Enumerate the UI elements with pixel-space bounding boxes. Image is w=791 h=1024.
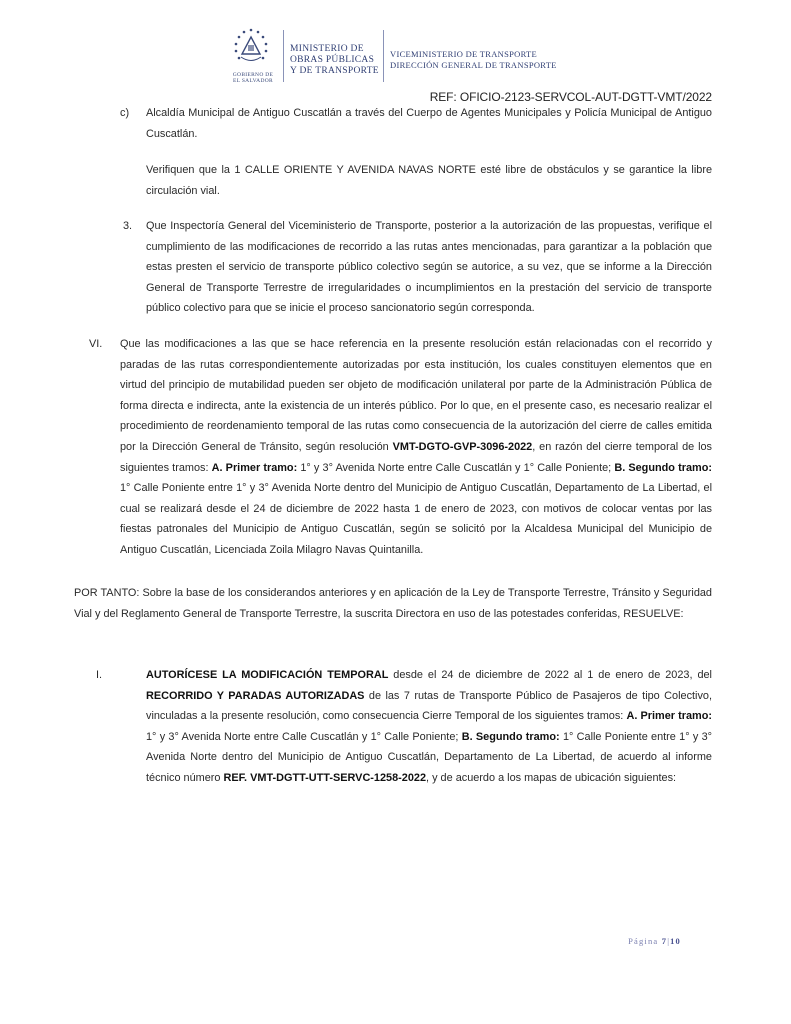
i-text-c: 1° y 3° Avenida Norte entre Calle Cuscatlán y 1° Calle Poniente; bbox=[146, 730, 462, 743]
page-number bbox=[628, 936, 681, 946]
vi-text-a: Que las modificaciones a las que se hace referencia en la presente resolución están relacionadas con el recorrido y paradas de las rutas correspondientemente autorizadas por esta institución, los cuales constituyen elementos que en virtud del principio de mutabilidad pueden ser objeto de modificación unilateral por parte de la Administración Pública de forma directa e indirecta, ante la existencia de un interés público. Por lo que, en el presente caso, es necesario realizar el procedimiento de reordenamiento temporal de las rutas como consecuencia de la autorización del cierre de calles emitida por la Dirección General de Tránsito, según resolución bbox=[120, 338, 712, 453]
i-second-segment-label: B. Segundo tramo: bbox=[461, 730, 560, 743]
ministry-name bbox=[290, 44, 379, 77]
letterhead bbox=[0, 0, 791, 104]
i-text-b: de las 7 rutas de Transporte Público de Pasajeros de tipo Colectivo, vinculadas a la presente resolución, como consecuencia Cierre Temporal de los siguientes tramos: bbox=[146, 689, 712, 723]
i-technical-report-number: REF. VMT-DGTT-UTT-SERVC-1258-2022 bbox=[223, 771, 427, 784]
seal-caption bbox=[224, 72, 282, 84]
item-i-marker: I. bbox=[96, 669, 103, 681]
national-seal-icon bbox=[231, 27, 271, 67]
i-route-heading: RECORRIDO Y PARADAS AUTORIZADAS bbox=[146, 689, 365, 702]
vi-text-d: 1° Calle Poniente entre 1° y 3° Avenida Norte dentro del Municipio de Antiguo Cuscatlán, Departamento de La Libertad, el cual se realizará desde el 24 de diciembre de 2022 hasta 1 de enero de 2023, con motivos de colocar ventas por las fiestas patronales del Municipio de Antiguo Cuscatlán, según se solicitó por la Alcaldesa Municipal del Municipio de Antiguo Cuscatlán, Licenciada Zoila Milagro Navas Quintanilla. bbox=[120, 482, 712, 556]
vice-line-2: DIRECCIÓN GENERAL DE TRANSPORTE bbox=[390, 60, 557, 70]
item-vi-paragraph bbox=[120, 334, 712, 561]
seal-caption-line-2: EL SALVADOR bbox=[233, 78, 273, 84]
vi-resolution-number: VMT-DGTO-GVP-3096-2022 bbox=[392, 440, 533, 453]
vi-text-c: 1° y 3° Avenida Norte entre Calle Cuscatlán y 1° Calle Poniente; bbox=[297, 461, 615, 474]
item-c-paragraph: Alcaldía Municipal de Antiguo Cuscatlán a través del Cuerpo de Agentes Municipales y Policía Municipal de Antiguo Cuscatlán. bbox=[146, 107, 712, 140]
page-current: 7 bbox=[661, 936, 668, 946]
vi-text-b: , en razón del cierre temporal de los siguientes tramos: bbox=[120, 440, 712, 474]
ministry-line-3: Y DE TRANSPORTE bbox=[290, 66, 379, 76]
header-divider-1 bbox=[283, 30, 284, 82]
vice-ministry-name bbox=[390, 49, 557, 71]
i-first-segment-label: A. Primer tramo: bbox=[626, 710, 712, 723]
item-c-marker: c) bbox=[120, 107, 130, 119]
item-3-paragraph: Que Inspectoría General del Viceministerio de Transporte, posterior a la autorización de las propuestas, verifique el cumplimiento de las modificaciones de recorrido a las rutas antes mencionadas, para garantizar a la población que estas presten el servicio de transporte público colectivo según se autorice, a su vez, que se informe a la Dirección General de Transporte Terrestre de irregularidades o incumplimientos en la prestación del servicio de transporte público colectivo para que se inicie el proceso sancionatorio según corresponda. bbox=[146, 220, 712, 315]
page-total: 10 bbox=[670, 936, 681, 946]
item-c-paragraph-2: Verifiquen que la 1 CALLE ORIENTE Y AVENIDA NAVAS NORTE esté libre de obstáculos y se garantice la libre circulación vial. bbox=[146, 164, 712, 197]
i-text-e: , y de acuerdo a los mapas de ubicación siguientes: bbox=[426, 771, 677, 784]
i-text-a: desde el 24 de diciembre de 2022 al 1 de enero de 2023, del bbox=[388, 669, 712, 681]
reference-number: REF: OFICIO-2123-SERVCOL-AUT-DGTT-VMT/2022 bbox=[429, 90, 712, 104]
item-i-paragraph bbox=[146, 665, 712, 789]
ministry-line-2: OBRAS PÚBLICAS bbox=[290, 55, 375, 65]
header-divider-2 bbox=[383, 30, 384, 82]
item-vi-marker: VI. bbox=[89, 338, 103, 350]
seal-caption-line-1: GOBIERNO DE bbox=[232, 72, 274, 78]
page-word: Página bbox=[628, 936, 659, 946]
vi-first-segment-label: A. Primer tramo: bbox=[211, 461, 298, 474]
item-3-marker: 3. bbox=[123, 220, 133, 232]
page-separator: | bbox=[667, 936, 671, 946]
i-authorization-heading: AUTORÍCESE LA MODIFICACIÓN TEMPORAL bbox=[146, 669, 389, 681]
i-text-d: 1° Calle Poniente entre 1° y 3° Avenida Norte dentro del Municipio de Antiguo Cuscatlán, Departamento de La Libertad, de acuerdo al informe técnico número bbox=[146, 730, 713, 784]
por-tanto-paragraph: POR TANTO: Sobre la base de los considerandos anteriores y en aplicación de la Ley de Transporte Terrestre, Tránsito y Seguridad Vial y del Reglamento General de Transporte Terrestre, la suscrita Directora en uso de las potestades conferidas, RESUELVE: bbox=[74, 587, 712, 620]
ministry-line-1: MINISTERIO DE bbox=[290, 44, 364, 54]
vi-second-segment-label: B. Segundo tramo: bbox=[614, 461, 712, 474]
vice-line-1: VICEMINISTERIO DE TRANSPORTE bbox=[390, 49, 538, 59]
